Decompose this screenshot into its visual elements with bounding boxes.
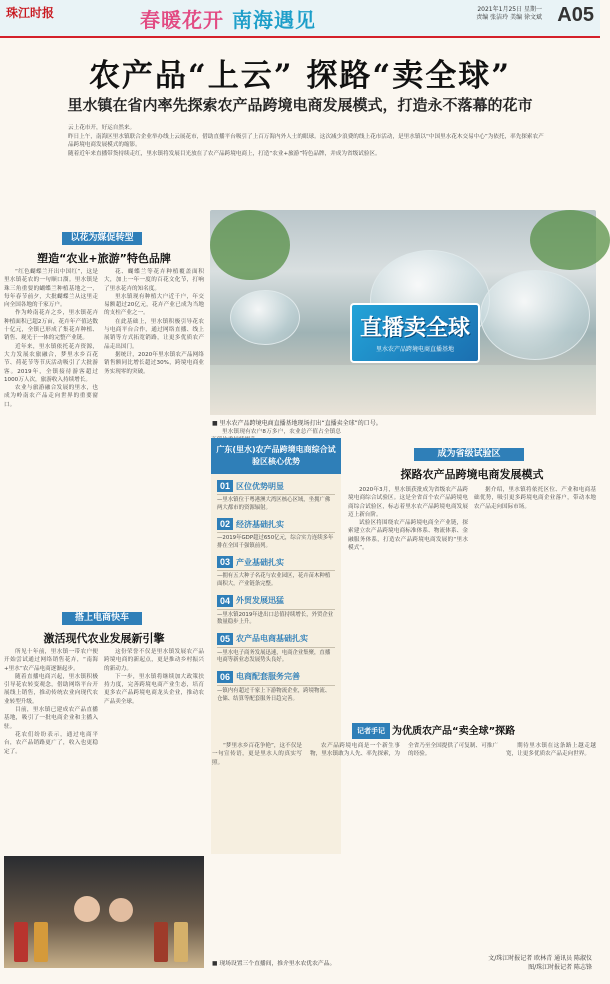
sign-main-text: 直播卖全球: [359, 316, 470, 341]
advantage-title: 农产品电商基础扎实: [236, 634, 309, 644]
advantage-number: 01: [217, 480, 233, 492]
intro-p1: 云上花市开，好运自然来。: [68, 125, 136, 131]
advantage-text: —拥有五大种子名花与农业园区，花卉苗木种植面积大，产业链条完整。: [217, 573, 331, 587]
advantage-text: —2019年GDP超过650亿元，综合实力连续多年排在全国千强镇前列。: [217, 535, 334, 549]
section3-column-b: [474, 486, 596, 712]
product-shelf-shape: [34, 922, 48, 962]
section1-column-a: [4, 268, 98, 608]
greenery-shape: [530, 210, 610, 270]
col2-p3: 在此基础上，里水镇积极引导花农与电商平台合作，通过网络直播、线上展销等方式拓宽销路，让更多优质农产品走出国门。: [104, 318, 204, 350]
slogan-part-b: 南海遇见: [231, 8, 316, 32]
col2b-p1: 这份荣誉不仅是里水镇发展农产品跨境电商的新起点，更是推动乡村振兴的新动力。: [104, 649, 204, 672]
advantage-item: [217, 671, 335, 703]
center-lead-p: 里水镇现有农户8万多户，农业总产值占全镇总: [222, 429, 341, 435]
section2-column-b: [104, 648, 204, 852]
advantage-text: —里水电子商务发展迅速，电商企业集聚，直播电商等新业态发展势头良好。: [217, 649, 331, 664]
date-text: 2021年1月25日 星期一: [477, 6, 542, 13]
masthead-slogan: [140, 4, 316, 33]
advantage-number: 04: [217, 595, 233, 607]
section1-bar: 以花为媒促转型: [62, 232, 142, 245]
product-shelf-shape: [14, 922, 28, 962]
section2-p4: 花农们纷纷表示，通过电商平台，农产品销路更广了，收入也更稳定了。: [4, 731, 98, 755]
livestream-room-photo: [4, 856, 204, 968]
advantage-number: 05: [217, 633, 233, 645]
section2-p2: 随着直播电商兴起，里水镇积极引导花农转变观念，借助网络平台开展线上销售，推动传统农业向现代农业转型升级。: [4, 673, 98, 705]
product-shelf-shape: [154, 922, 168, 962]
credit-text: 文/珠江时报记者 欧林青 通讯员 陈淑仪: [488, 955, 592, 962]
photo1-caption: ■ 里水农产品跨境电商直播基地现场打出“直播卖全球”的口号。: [212, 420, 382, 427]
advantage-item: [217, 595, 335, 627]
advantage-number: 02: [217, 518, 233, 530]
section2-bar: 搭上电商快车: [62, 612, 142, 625]
reporter-notes-body: [212, 742, 596, 948]
glass-dome-shape: [480, 270, 590, 360]
section1-column-b: [104, 268, 204, 608]
page-number: A05: [557, 4, 594, 26]
reporter-notes-title: 为优质农产品“卖全球”探路: [392, 726, 516, 737]
section1-p2: 作为岭南花卉之乡，里水镇花卉种植面积已超2万亩，花卉年产值达数十亿元，全镇已形成了集花卉种植、销售、观光于一体的完整产业链。: [4, 310, 98, 342]
advantage-number: 06: [217, 671, 233, 683]
design-text: 美编 徐文斌: [510, 14, 542, 21]
advantage-text: —里水镇2019年进出口总值持续增长，外贸企业数量稳步上升。: [217, 611, 334, 626]
notes-p3: 期待里水镇在这条路上越走越宽，让更多优质农产品走向世界。: [506, 743, 596, 758]
intro-p3: 随着近年来直播带货持续走红，里水镇将发展目光放在了农产品跨境电商上，打造“农业+旅游”特色品牌，并成为省级试验区。: [68, 151, 381, 157]
advantage-item: [217, 556, 335, 588]
col2-p1: 花、蝴蝶兰等花卉种植覆盖面积大，加上一年一度的百花文化节，打响了里水花卉的知名度。: [104, 269, 204, 292]
col2-p2: 里水镇现有种植大户近千户，年交易额超过20亿元，花卉产业已成为当地的支柱产业之一。: [104, 293, 204, 317]
notes-p1: “梦里水乡百花争艳”，这不仅是一句宣传语，更是里水人的真实写照。: [212, 743, 302, 766]
section3-p1: 2020年3月，里水镇获批成为省级农产品跨境电商综合试验区。这是全省首个农产品跨境电商综合试验区，标志着里水农产品跨境电商发展迈上新台阶。: [348, 487, 468, 518]
advantage-text: —里水镇位于粤港澳大湾区核心区域，坐拥广佛两大都市的资源辐射。: [217, 497, 331, 511]
greenery-shape: [210, 210, 290, 280]
section3-column-a: [348, 486, 468, 712]
section3-subtitle: 探路农产品跨境电商发展模式: [400, 468, 544, 481]
section1-subtitle: 塑造“农业+旅游”特色品牌: [37, 252, 171, 265]
col2-p4: 据统计，2020年里水镇农产品网络销售额同比增长超过30%，跨境电商业务实现零的突破。: [104, 351, 204, 375]
slogan-part-a: 春暖花开: [140, 8, 224, 32]
floor-shape: [210, 365, 596, 415]
photo2-caption: ■ 现场设置三个直播间，推介里水农优农产品。: [212, 961, 336, 967]
intro-p2: 昨日上午，南海区里水镇联合企业举办线上云展花市，借助直播平台吸引了上百万海内外人士的眼球。这次减少浪费的线上花市活动，是里水镇以“中国里水花木交易中心”为依托，率先探索农产品跨境电商发展模式的缩影。: [68, 134, 544, 148]
glass-dome-shape: [230, 290, 300, 345]
section2-subtitle: 激活现代农业发展新引擎: [43, 632, 165, 645]
section1-p4: 农业与旅游融合发展的里水，也成为岭南农产品走向世界的重要窗口。: [4, 385, 98, 408]
advantage-title: 产业基础扎实: [236, 557, 285, 567]
livestream-sign: [350, 303, 480, 363]
core-advantages-title: 广东(里水)农产品跨境电商综合试验区核心优势: [211, 438, 341, 474]
presenter-shape: [74, 896, 100, 922]
livestream-base-photo: [210, 210, 596, 415]
masthead-banner: [0, 0, 600, 38]
advantage-title: 外贸发展迅猛: [236, 596, 285, 606]
advantage-title: 区位优势明显: [236, 481, 285, 491]
credit-photo: 图/珠江时报记者 陈志锋: [528, 964, 592, 971]
section2-column-a: [4, 648, 98, 852]
editor-text: 责编 张洁玲: [476, 14, 509, 21]
section3-bar: 成为省级试验区: [414, 448, 524, 461]
presenter-shape: [109, 898, 133, 922]
advantage-title: 电商配套服务完善: [236, 672, 301, 682]
masthead-logo: 珠江时报: [6, 6, 55, 20]
intro-paragraphs: [68, 124, 548, 159]
credits: [488, 954, 592, 972]
advantage-item: [217, 633, 335, 665]
section3-p2: 试验区将围绕农产品跨境电商全产业链，探索建立农产品跨境电商标准体系、物流体系、金融服务体系，打造农产品跨境电商发展的“里水模式”。: [348, 520, 468, 552]
col2b-p2: 下一步，里水镇将继续加大政策扶持力度，完善跨境电商产业生态，培育更多农产品跨境电商龙头企业，推动农产品卖全球。: [104, 673, 204, 705]
reporter-notes-tag: 记者手记: [352, 723, 390, 739]
product-shelf-shape: [174, 922, 188, 962]
section2-p3: 目前，里水镇已建成农产品直播基地，吸引了一批电商企业和主播入驻。: [4, 707, 98, 730]
advantage-item: [217, 518, 335, 550]
center-lead: [211, 428, 341, 438]
section1-p3: 近年来，里水镇依托花卉资源，大力发展农旅融合，梦里水乡百花节、荷花节等节庆活动吸引了大批游客。2019年，全镇接待游客超过1000万人次，旅游收入持续增长。: [4, 343, 98, 383]
advantage-number: 03: [217, 556, 233, 568]
headline: 农产品“上云” 探路“卖全球”: [88, 58, 512, 94]
sign-sub-text: 里水农产品跨境电商直播基地: [375, 346, 454, 353]
notes-p2: 农产品跨境电商是一个新生事物，里水镇敢为人先、率先探索，为全省乃至全国提供了可复制、可推广的经验。: [310, 743, 498, 758]
advantage-text: —镇内有超过千家上下游物流企业，跨境物流、仓储、结算等配套服务日趋完善。: [217, 687, 331, 702]
advantage-title: 经济基础扎实: [236, 519, 285, 529]
advantage-item: [217, 480, 335, 512]
section1-p1: “红色蝴蝶兰开出中国红”，这是里水镇花农的一句顺口溜。里水镇是珠三角重要的蝴蝶兰种植基地之一，每年春节前夕，大批蝴蝶兰从这里走向全国各地的千家万户。: [4, 269, 98, 309]
section3-p3: 据介绍，里水镇将依托区位、产业和电商基础优势，吸引更多跨境电商企业落户，带动本地农产品走向国际市场。: [474, 487, 596, 510]
subheadline: 里水镇在省内率先探索农产品跨境电商发展模式，打造永不落幕的花市: [67, 96, 533, 114]
section2-p1: 所见十年前，里水镇一带农户便开始尝试通过网络销售花卉，“南海+里水”农产品电商逐渐起步。: [4, 649, 98, 672]
dateline: [476, 6, 542, 22]
